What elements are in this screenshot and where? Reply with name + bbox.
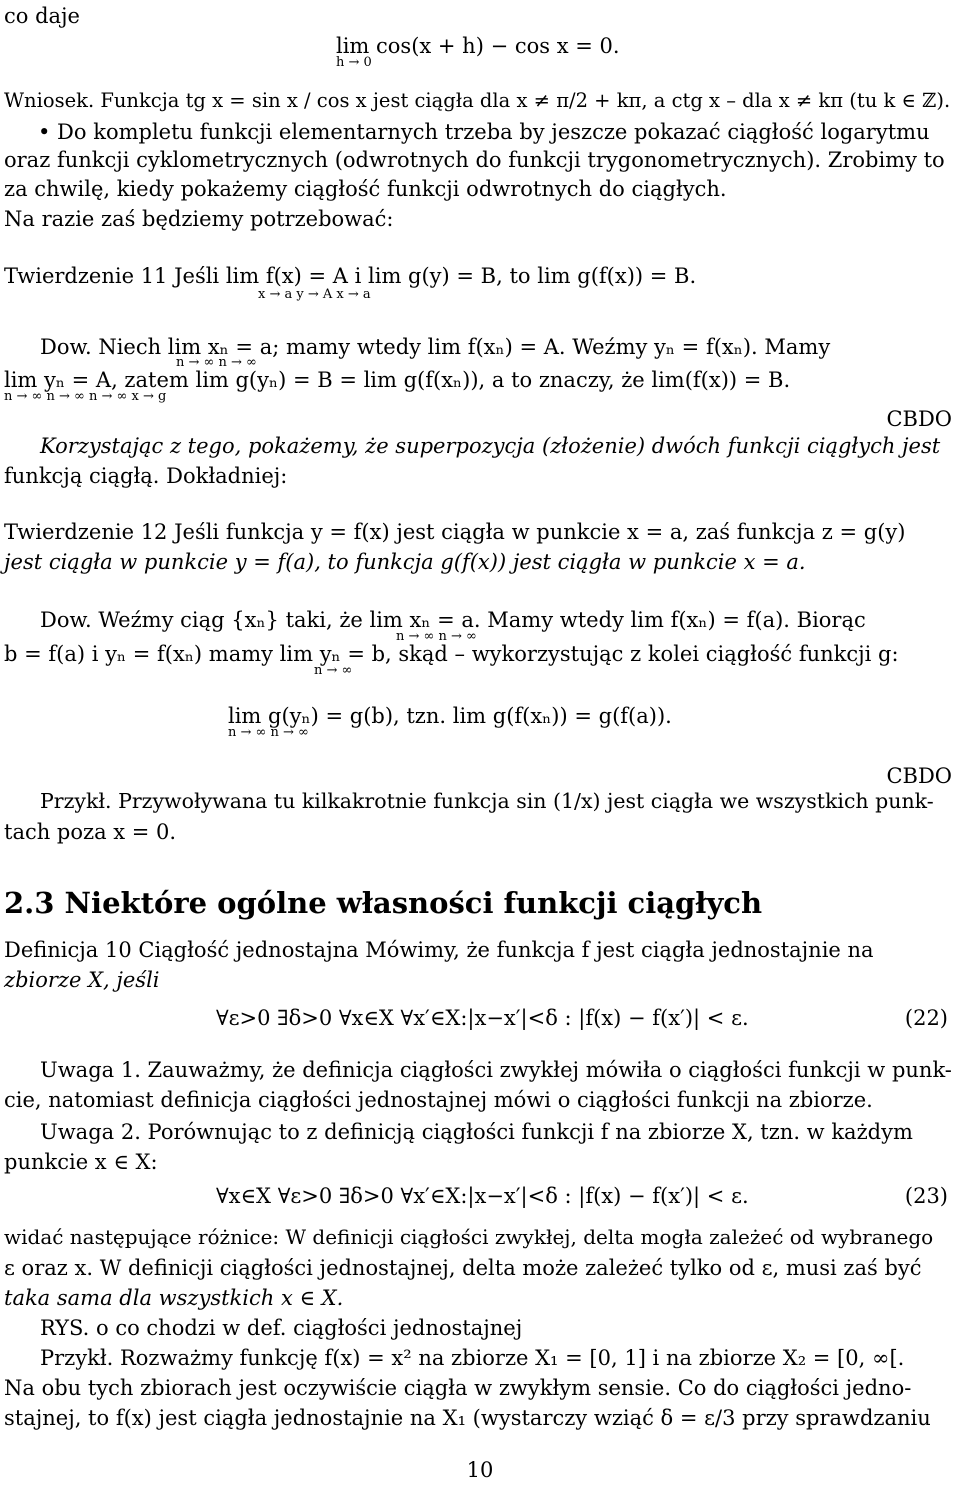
theorem-12: Twierdzenie 12 Jeśli funkcja y = f(x) jest ciągła w punkcie x = a, zaś funkcja z = g(y) [4,520,906,544]
equation-limit-cos: lim cos(x + h) − cos x = 0. [336,34,620,58]
proof-line: lim yₙ = A, zatem lim g(yₙ) = B = lim g(f(xₙ)), a to znaczy, że lim(f(x)) = B. [4,368,791,392]
definition-10-cont: zbiorze X, jeśli [4,968,160,992]
text-line: Wniosek. Funkcja tg x = sin x / cos x jest ciągła dla x ≠ π/2 + kπ, a ctg x – dla x ≠ kπ (tu k ∈ ℤ). [4,89,951,112]
text-line: widać następujące różnice: W definicji ciągłości zwykłej, delta mogła zależeć od wybranego [4,1225,934,1249]
subscript-line: n → ∞ n → ∞ n → ∞ x → g [4,389,167,404]
subscript-line: x → a y → A x → a [258,287,371,302]
text-line: • Do kompletu funkcji elementarnych trzeba by jeszcze pokazać ciągłość logarytmu [38,120,930,144]
subscript-line: n → ∞ n → ∞ [396,629,477,644]
equation-22: ∀ε>0 ∃δ>0 ∀x∈X ∀x′∈X:|x−x′|<δ : |f(x) − f(x′)| < ε. [216,1006,749,1030]
example-line: Przykł. Rozważmy funkcję f(x) = x² na zbiorze X₁ = [0, 1] i na zbiorze X₂ = [0, ∞[. [40,1346,905,1370]
equation-subscript: h → 0 [336,55,372,70]
text-line: oraz funkcji cyklometrycznych (odwrotnych do funkcji trygonometrycznych). Zrobimy to [4,148,945,172]
equation-23: ∀x∈X ∀ε>0 ∃δ>0 ∀x′∈X:|x−x′|<δ : |f(x) − f(x′)| < ε. [216,1184,749,1208]
equation-subscript: n → ∞ n → ∞ [228,725,309,740]
equation-limit-g: lim g(yₙ) = g(b), tzn. lim g(f(xₙ)) = g(f(a)). [228,704,672,728]
example-line: tach poza x = 0. [4,820,177,844]
section-heading: 2.3 Niektóre ogólne własności funkcji ciągłych [4,886,763,920]
theorem-11: Twierdzenie 11 Jeśli lim f(x) = A i lim g(y) = B, to lim g(f(x)) = B. [4,264,697,288]
proof-line: Dow. Niech lim xₙ = a; mamy wtedy lim f(xₙ) = A. Weźmy yₙ = f(xₙ). Mamy [40,335,831,359]
text-line: ε oraz x. W definicji ciągłości jednostajnej, delta może zależeć tylko od ε, musi zaś być [4,1256,922,1280]
subscript-line: n → ∞ [314,663,353,678]
proof-line: Dow. Weźmy ciąg {xₙ} taki, że lim xₙ = a. Mamy wtedy lim f(xₙ) = f(a). Biorąc [40,608,866,632]
equation-number-23: (23) [904,1184,948,1208]
text-line: Korzystając z tego, pokażemy, że superpozycja (złożenie) dwóch funkcji ciągłych jest [40,434,941,458]
remark-line: cie, natomiast definicja ciągłości jednostajnej mówi o ciągłości funkcji na zbiorze. [4,1088,873,1112]
proof-line: b = f(a) i yₙ = f(xₙ) mamy lim yₙ = b, skąd – wykorzystując z kolei ciągłość funkcji g: [4,642,899,666]
remark-line: Uwaga 1. Zauważmy, że definicja ciągłości zwykłej mówiła o ciągłości funkcji w punk- [40,1058,952,1082]
cbdo-mark: CBDO [886,764,952,788]
example-line: Na obu tych zbiorach jest oczywiście ciągła w zwykłym sensie. Co do ciągłości jedno- [4,1376,912,1400]
cbdo-mark: CBDO [886,407,952,431]
page-number: 10 [466,1458,494,1482]
text-line: Na razie zaś będziemy potrzebować: [4,207,394,231]
example-line: stajnej, to f(x) jest ciągła jednostajnie na X₁ (wystarczy wziąć δ = ε/3 przy sprawdzaniu [4,1406,931,1430]
text-line: taka sama dla wszystkich x ∈ X. [4,1286,344,1310]
theorem-12-cont: jest ciągła w punkcie y = f(a), to funkcja g(f(x)) jest ciągła w punkcie x = a. [4,550,806,574]
example-line: Przykł. Przywoływana tu kilkakrotnie funkcja sin (1/x) jest ciągła we wszystkich punk- [40,789,934,813]
definition-10: Definicja 10 Ciągłość jednostajna Mówimy, że funkcja f jest ciągła jednostajnie na [4,938,874,962]
text-line: co daje [4,4,80,28]
equation-number-22: (22) [904,1006,948,1030]
text-line: za chwilę, kiedy pokażemy ciągłość funkcji odwrotnych do ciągłych. [4,177,727,201]
text-line: funkcją ciągłą. Dokładniej: [4,464,288,488]
subscript-line: n → ∞ n → ∞ [176,355,257,370]
text-line: RYS. o co chodzi w def. ciągłości jednostajnej [40,1316,523,1340]
remark-line: Uwaga 2. Porównując to z definicją ciągłości funkcji f na zbiorze X, tzn. w każdym [40,1120,913,1144]
remark-line: punkcie x ∈ X: [4,1150,158,1174]
